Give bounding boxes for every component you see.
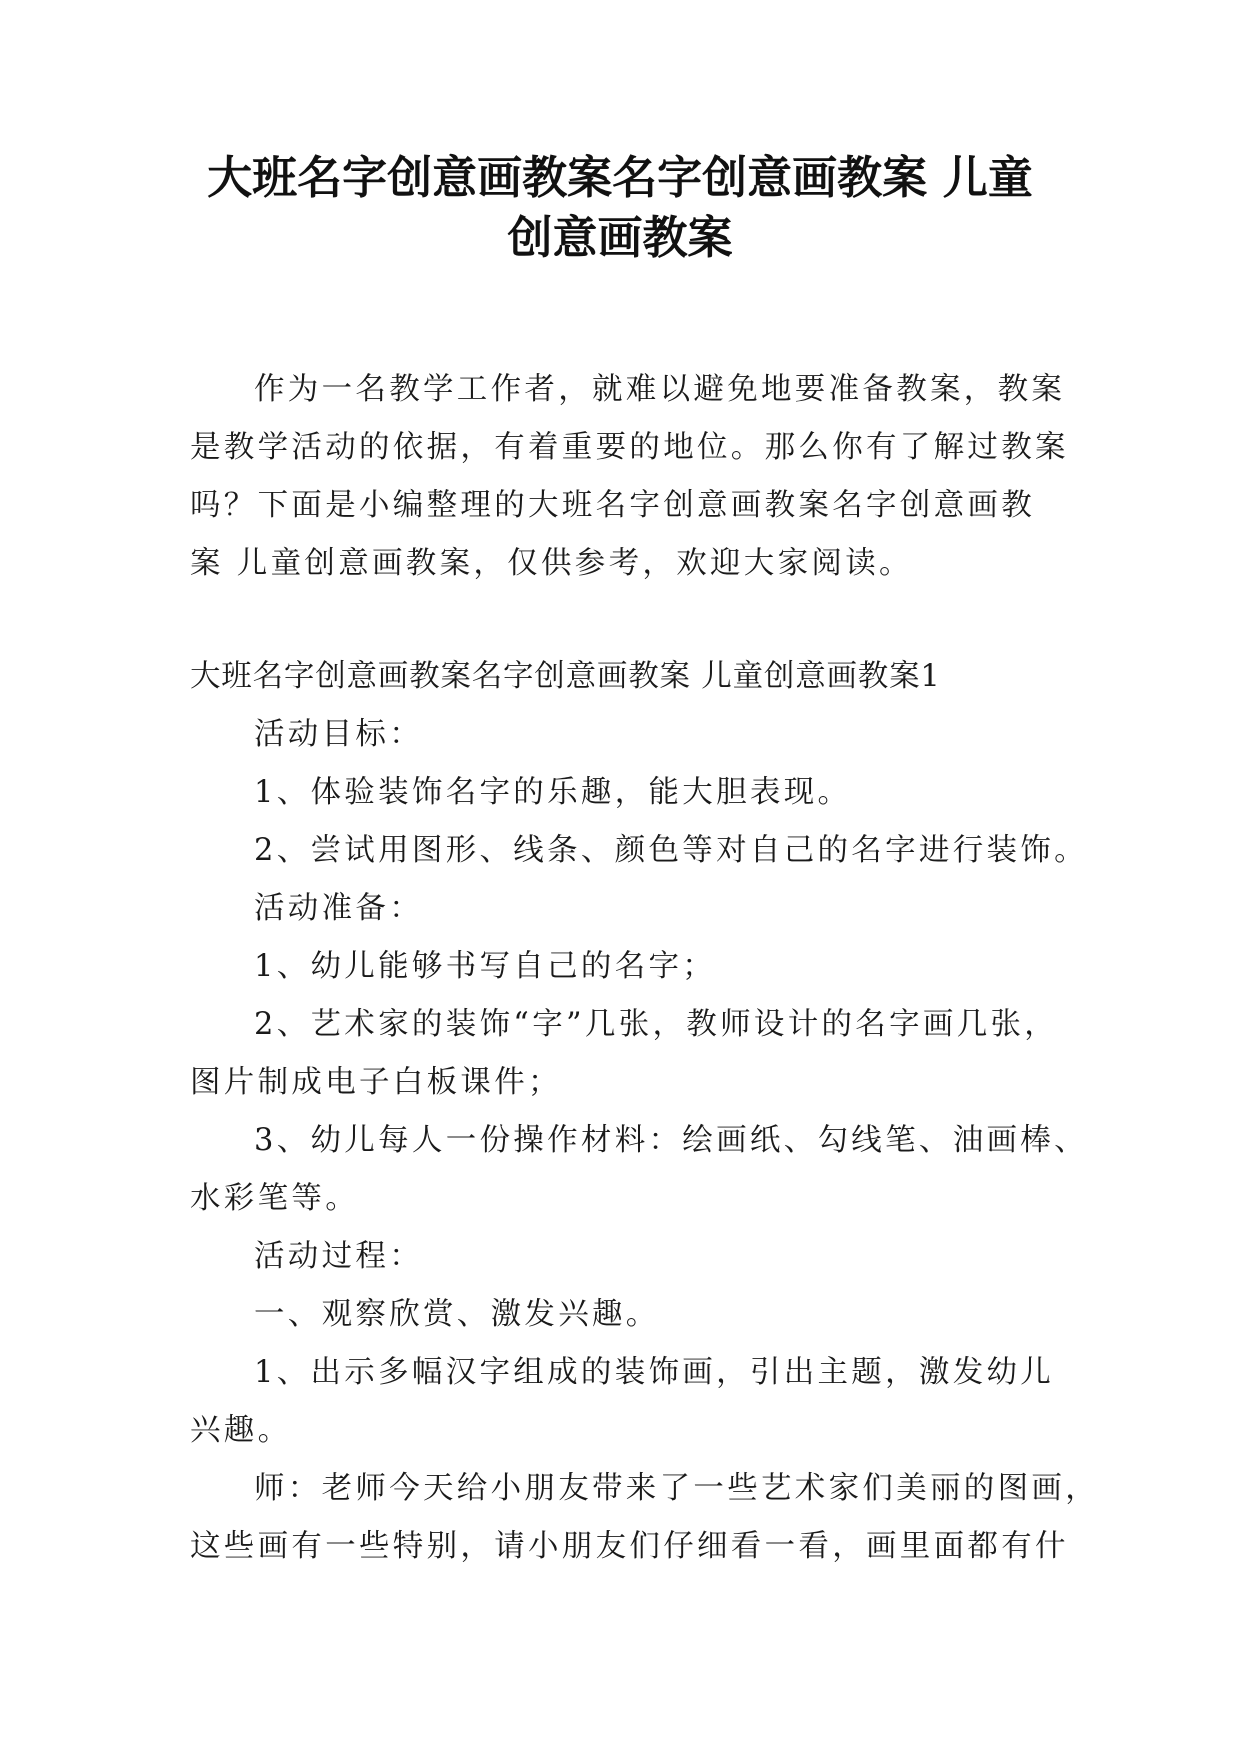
- prep-item-2: [190, 996, 1068, 1112]
- goal-label: 活动目标：: [254, 717, 423, 752]
- intro-line-1: 作为一名教学工作者，就难以避免地要准备教案，教案: [254, 372, 1066, 407]
- intro-paragraph: [190, 361, 1068, 593]
- teacher-dialogue: [190, 1460, 1099, 1576]
- process-label: 活动过程：: [254, 1239, 423, 1274]
- title-line-1: 大班名字创意画教案名字创意画教案 儿童: [207, 151, 1033, 204]
- document-title: [180, 148, 1060, 268]
- prep-item-3: [190, 1112, 1088, 1228]
- title-line-2: 创意画教案: [507, 211, 733, 264]
- intro-line-4: 案 儿童创意画教案，仅供参考，欢迎大家阅读。: [190, 546, 913, 581]
- intro-line-2: 是教学活动的依据，有着重要的地位。那么你有了解过教案: [190, 430, 1069, 465]
- prep-item-3-line-1: 3、幼儿每人一份操作材料：绘画纸、勾线笔、油画棒、: [254, 1123, 1088, 1158]
- prep-label: 活动准备：: [254, 891, 423, 926]
- teacher-dialogue-line-1: 师：老师今天给小朋友带来了一些艺术家们美丽的图画，: [254, 1471, 1099, 1506]
- process-step-1: 一、观察欣赏、激发兴趣。: [254, 1297, 660, 1332]
- section-heading: 大班名字创意画教案名字创意画教案 儿童创意画教案1: [190, 659, 941, 694]
- prep-item-2-line-1: 2、艺术家的装饰“字”几张，教师设计的名字画几张，: [254, 1007, 1059, 1042]
- prep-item-2-line-2: 图片制成电子白板课件；: [190, 1065, 562, 1100]
- goal-item-2: 2、尝试用图形、线条、颜色等对自己的名字进行装饰。: [254, 833, 1088, 868]
- document-body: [190, 361, 1099, 1576]
- prep-item-3-line-2: 水彩笔等。: [190, 1181, 359, 1216]
- prep-item-1: 1、幼儿能够书写自己的名字；: [254, 949, 717, 984]
- process-item-1-line-1: 1、出示多幅汉字组成的装饰画，引出主题，激发幼儿: [254, 1355, 1055, 1390]
- intro-line-3: 吗？下面是小编整理的大班名字创意画教案名字创意画教: [190, 488, 1035, 523]
- goal-item-1: 1、体验装饰名字的乐趣，能大胆表现。: [254, 775, 852, 810]
- process-item-1-line-2: 兴趣。: [190, 1413, 292, 1448]
- teacher-dialogue-line-2: 这些画有一些特别，请小朋友们仔细看一看，画里面都有什: [190, 1529, 1069, 1564]
- process-item-1: [190, 1344, 1068, 1460]
